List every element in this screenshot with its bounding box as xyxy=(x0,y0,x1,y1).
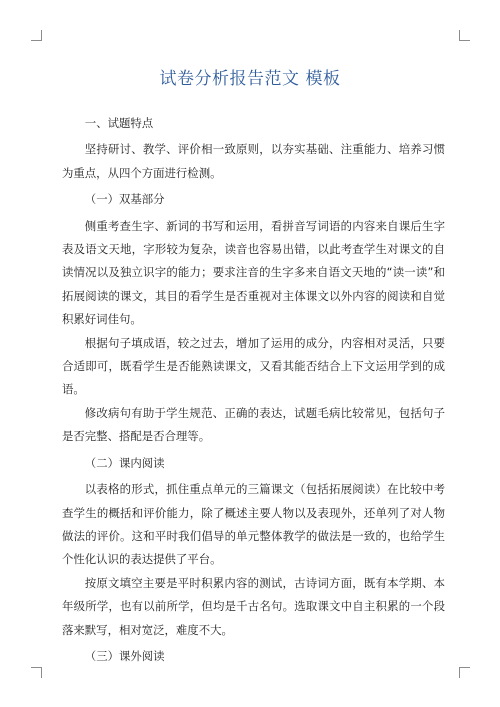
body-paragraph-1: 坚持研讨、教学、评价相一致原则，以夯实基础、注重能力、培养习惯为重点，从四个方面进行检测。 xyxy=(62,142,445,180)
document-title: 试卷分析报告范文 模板 xyxy=(159,69,341,89)
subsection-heading-3: （三）课外阅读 xyxy=(84,648,165,663)
body-paragraph-5: 以表格的形式，抓住重点单元的三篇课文（包括拓展阅读）在比较中考查学生的概括和评价能力，除了概述主要人物以及表现外，还单列了对人物做法的评价。这和平时我们倡导的单元整体教学的做法是一致的，也给学生个性化认识的表达提供了平台。 xyxy=(62,482,445,567)
body-paragraph-6: 按原文填空主要是平时积累内容的测试，古诗词方面，既有本学期、本年级所学，也有以前所学，但均是千古名句。选取课文中自主积累的一个段落来默写，相对宽泛，难度不大。 xyxy=(62,575,445,637)
crop-mark-top-right xyxy=(459,30,470,41)
section-heading-1: 一、试题特点 xyxy=(84,116,154,130)
body-paragraph-3: 根据句子填成语，较之过去，增加了运用的成分，内容相对灵活，只要合适即可，既看学生是否能熟读课文，又看其能否结合上下文运用学到的成语。 xyxy=(62,335,445,397)
subsection-heading-2: （二）课内阅读 xyxy=(84,455,165,470)
crop-mark-top-left xyxy=(31,30,42,41)
body-paragraph-2: 侧重考查生字、新词的书写和运用，看拼音写词语的内容来自课后生字表及语文天地，字形较为复杂，读音也容易出错，以此考查学生对课文的自读情况以及独立识字的能力；要求注音的生字多来自语文天地的“读一读”和拓展阅读的课文，其目的看学生是否重视对主体课文以外内容的阅读和自觉积累好词佳句。 xyxy=(62,218,445,327)
crop-mark-bottom-right xyxy=(459,667,470,678)
document-body xyxy=(62,112,445,671)
subsection-heading-1: （一）双基部分 xyxy=(84,192,165,207)
body-paragraph-4: 修改病句有助于学生规范、正确的表达，试题毛病比较常见，包括句子是否完整、搭配是否合理等。 xyxy=(62,405,445,444)
crop-mark-bottom-left xyxy=(31,667,42,678)
